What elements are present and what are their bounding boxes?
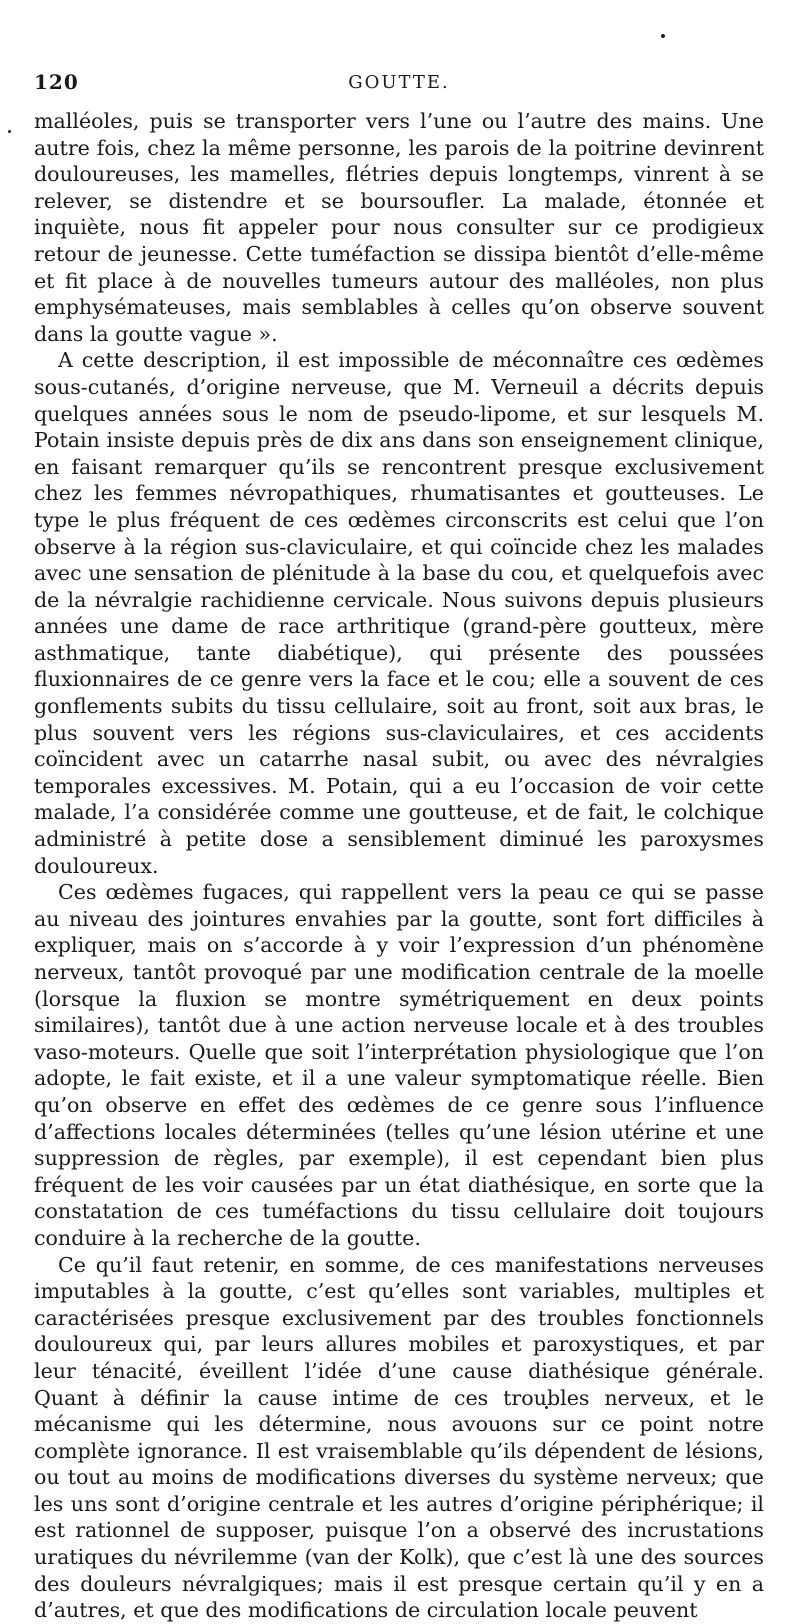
paragraph: Ces œdèmes fugaces, qui rappellent vers la peau ce qui se passe au niveau des jointures envahies par la goutte, sont fort difficiles à expliquer, mais on s’accorde à y voir l’expression d’un phénomène nerveux, tantôt provoqué par une modification centrale de la moelle (lorsque la fluxion se montre symétriquement en deux points similaires), tantôt due à une action nerveuse locale et à des troubles vaso-moteurs. Quelle que soit l’interprétation physiologique que l’on adopte, le fait existe, et il a une valeur symptomatique réelle. Bien qu’on observe en effet des œdèmes de ce genre sous l’influence d’affections locales déterminées (telles qu’une lésion utérine et une suppression de règles, par exemple), il est cependant bien plus fréquent de les voir causées par un état diathésique, en sorte que la constatation de ces tuméfactions du tissu cellulaire doit toujours conduire à la recherche de la goutte. [34,880,764,1250]
paragraph: Ce qu’il faut retenir, en somme, de ces manifestations nerveuses imputables à la goutte, c’est qu’elles sont variables, multiples et caractérisées presque exclusivement par des troubles fonctionnels douloureux qui, par leurs allures mobiles et paroxystiques, et par leur ténacité, éveillent l’idée d’une cause diathésique générale. Quant à définir la cause intime de ces troubles nerveux, et le mécanisme qui les détermine, nous avouons sur ce point notre complète ignorance. Il est vraisemblable qu’ils dépendent de lésions, ou tout au moins de modifications diverses du système nerveux; que les uns sont d’origine centrale et les autres d’origine périphérique; il est rationnel de supposer, puisque l’on a observé des incrustations uratiques du névrilemme (van der Kolk), que c’est là une des sources des douleurs névralgiques; mais il est presque certain qu’il y en a d’autres, et que des modifications de circulation locale peuvent [34,1252,764,1623]
paragraph: A cette description, il est impossible de méconnaître ces œdèmes sous-cutanés, d’origine nerveuse, que M. Verneuil a décrits depuis quelques années sous le nom de pseudo-lipome, et sur lesquels M. Potain insiste depuis près de dix ans dans son enseignement clinique, en faisant remarquer qu’ils se rencontrent presque exclusivement chez les femmes névropathiques, rhumatisantes et goutteuses. Le type le plus fréquent de ces œdèmes circonscrits est celui que l’on observe à la région sus-claviculaire, et qui coïncide chez les malades avec une sensation de plénitude à la base du cou, et quelquefois avec de la névralgie rachidienne cervicale. Nous suivons depuis plusieurs années une dame de race arthritique (grand-père goutteux, mère asthmatique, tante diabétique), qui présente des poussées fluxionnaires de ce genre vers la face et le cou; elle a souvent de ces gonflements subits du tissu cellulaire, soit au front, soit aux bras, le plus souvent vers les régions sus-claviculaires, et ces accidents coïncident avec un catarrhe nasal subit, ou avec des névralgies temporales excessives. M. Potain, qui a eu l’occasion de voir cette malade, l’a considérée comme une goutteuse, et de fait, le colchique administré à petite dose a sensiblement diminué les paroxysmes douloureux. [34,348,764,878]
ink-speck [661,34,665,38]
running-title: GOUTTE. [348,72,450,93]
ink-speck [8,130,11,133]
body-text [34,108,764,1624]
page-number: 120 [34,70,79,94]
page-header [34,70,764,100]
paragraph-continued: malléoles, puis se transporter vers l’une ou l’autre des mains. Une autre fois, chez la même personne, les parois de la poitrine devinrent douloureuses, les mamelles, flétries depuis longtemps, vinrent à se relever, se distendre et se boursoufler. La malade, étonnée et inquiète, nous fit appeler pour nous consulter sur ce prodigieux retour de jeunesse. Cette tuméfaction se dissipa bientôt d’elle-même et fit place à de nouvelles tumeurs autour des malléoles, non plus emphysémateuses, mais semblables à celles qu’on observe souvent dans la goutte vague ». [34,109,764,346]
